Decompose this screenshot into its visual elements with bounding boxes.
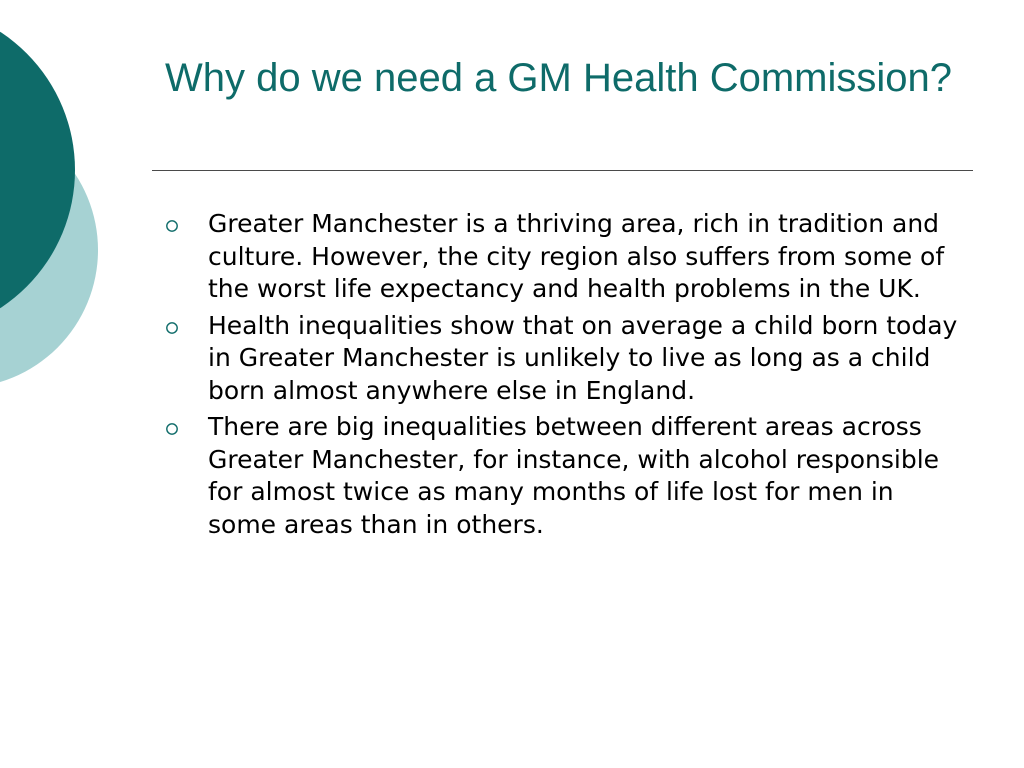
bullet-text: Greater Manchester is a thriving area, rich in tradition and culture. However, the city region also suffers from some of the worst life expectancy and health problems in the UK. bbox=[208, 209, 945, 303]
hollow-circle-bullet-icon bbox=[165, 219, 179, 233]
bullet-list bbox=[160, 208, 970, 545]
bullet-text: There are big inequalities between different areas across Greater Manchester, for instance, with alcohol responsible for almost twice as many months of life lost for men in some areas than in others. bbox=[208, 412, 940, 539]
hollow-circle-bullet-icon bbox=[165, 321, 179, 335]
bullet-text: Health inequalities show that on average a child born today in Greater Manchester is unlikely to live as long as a child born almost anywhere else in England. bbox=[208, 310, 958, 405]
title-divider bbox=[152, 170, 973, 171]
bullet-item bbox=[160, 208, 970, 306]
decorative-circles bbox=[0, 0, 110, 420]
hollow-circle-bullet-icon bbox=[165, 422, 179, 436]
bullet-item bbox=[160, 411, 970, 541]
bullet-item bbox=[160, 310, 970, 408]
slide-title: Why do we need a GM Health Commission? bbox=[165, 56, 952, 100]
